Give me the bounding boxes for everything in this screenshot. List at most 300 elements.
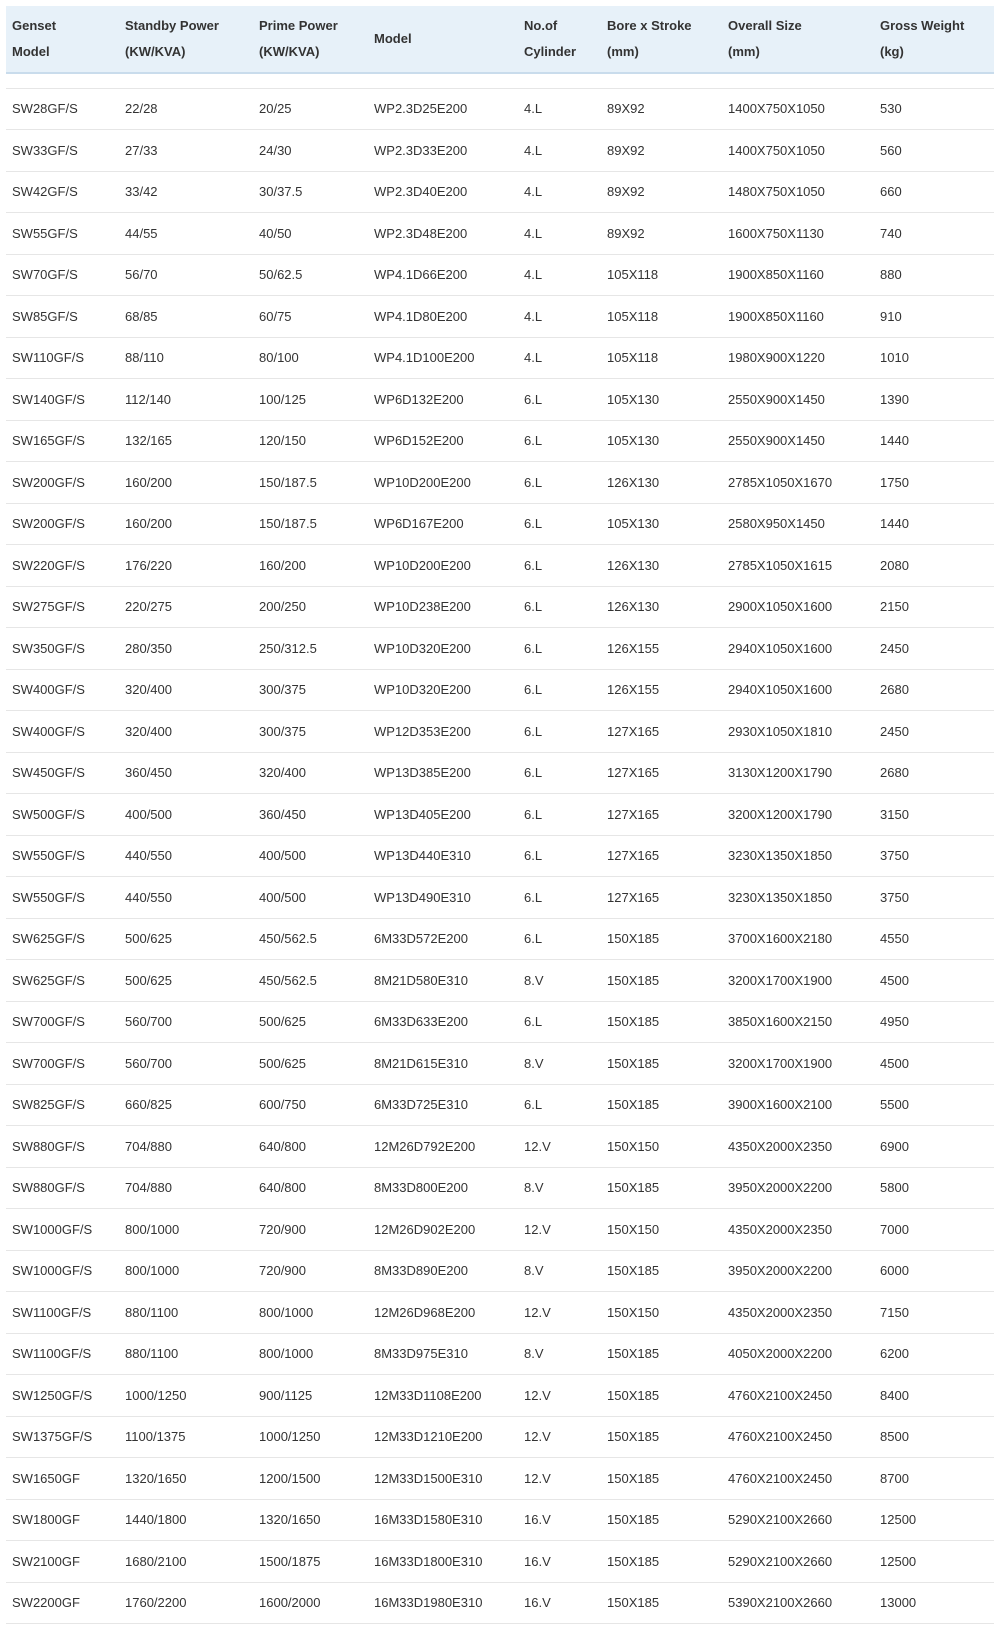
- cell-engine-model: WP4.1D80E200: [368, 296, 518, 338]
- table-row: [6, 545, 994, 587]
- cell-bore-stroke: 150X185: [601, 1541, 722, 1583]
- cell-genset-model: SW1100GF/S: [6, 1292, 119, 1334]
- cell-cylinder: 8.V: [518, 1167, 601, 1209]
- cell-genset-model: SW625GF/S: [6, 918, 119, 960]
- cell-engine-model: WP10D238E200: [368, 586, 518, 628]
- cell-prime-power: 150/187.5: [253, 503, 368, 545]
- cell-standby-power: 280/350: [119, 628, 253, 670]
- cell-engine-model: WP10D200E200: [368, 462, 518, 504]
- cell-gross-weight: 6900: [874, 1126, 994, 1168]
- cell-gross-weight: 880: [874, 254, 994, 296]
- cell-bore-stroke: 150X185: [601, 1458, 722, 1500]
- cell-prime-power: 640/800: [253, 1126, 368, 1168]
- cell-overall-size: 3130X1200X1790: [722, 752, 874, 794]
- cell-standby-power: 704/880: [119, 1126, 253, 1168]
- cell-engine-model: WP10D320E200: [368, 669, 518, 711]
- cell-genset-model: SW2100GF: [6, 1541, 119, 1583]
- cell-engine-model: WP13D440E310: [368, 835, 518, 877]
- cell-gross-weight: 3750: [874, 877, 994, 919]
- cell-prime-power: 900/1125: [253, 1375, 368, 1417]
- cell-cylinder: 16.V: [518, 1541, 601, 1583]
- cell-cylinder: 6.L: [518, 835, 601, 877]
- header-prime-power: [253, 6, 368, 73]
- cell-engine-model: 16M33D1580E310: [368, 1499, 518, 1541]
- cell-engine-model: WP4.1D66E200: [368, 254, 518, 296]
- cell-standby-power: 27/33: [119, 130, 253, 172]
- cell-cylinder: 6.L: [518, 503, 601, 545]
- header-row: [6, 6, 994, 73]
- cell-bore-stroke: 150X185: [601, 1375, 722, 1417]
- cell-cylinder: 6.L: [518, 545, 601, 587]
- cell-bore-stroke: 105X118: [601, 296, 722, 338]
- cell-bore-stroke: 150X185: [601, 960, 722, 1002]
- cell-overall-size: 3200X1700X1900: [722, 960, 874, 1002]
- cell-overall-size: 3230X1350X1850: [722, 877, 874, 919]
- table-row: [6, 1292, 994, 1334]
- table-row: [6, 1167, 994, 1209]
- header-gross-weight: [874, 6, 994, 73]
- cell-overall-size: 1400X750X1050: [722, 130, 874, 172]
- cell-genset-model: SW1650GF: [6, 1458, 119, 1500]
- cell-prime-power: 320/400: [253, 752, 368, 794]
- header-label: (mm): [728, 44, 760, 59]
- cell-genset-model: SW220GF/S: [6, 545, 119, 587]
- cell-standby-power: 800/1000: [119, 1209, 253, 1251]
- cell-prime-power: 500/625: [253, 1001, 368, 1043]
- cell-standby-power: 1760/2200: [119, 1582, 253, 1624]
- cell-prime-power: 1320/1650: [253, 1499, 368, 1541]
- cell-cylinder: 6.L: [518, 711, 601, 753]
- cell-genset-model: SW825GF/S: [6, 1084, 119, 1126]
- table-spacer-row: [6, 73, 994, 88]
- cell-genset-model: SW1000GF/S: [6, 1250, 119, 1292]
- cell-bore-stroke: 150X185: [601, 1250, 722, 1292]
- cell-prime-power: 60/75: [253, 296, 368, 338]
- cell-gross-weight: 3750: [874, 835, 994, 877]
- cell-engine-model: WP2.3D25E200: [368, 88, 518, 130]
- table-row: [6, 1126, 994, 1168]
- cell-bore-stroke: 105X118: [601, 254, 722, 296]
- cell-bore-stroke: 127X165: [601, 877, 722, 919]
- cell-gross-weight: 1390: [874, 379, 994, 421]
- table-row: [6, 1333, 994, 1375]
- cell-prime-power: 1000/1250: [253, 1416, 368, 1458]
- cell-genset-model: SW275GF/S: [6, 586, 119, 628]
- cell-gross-weight: 910: [874, 296, 994, 338]
- cell-prime-power: 30/37.5: [253, 171, 368, 213]
- cell-bore-stroke: 150X185: [601, 1582, 722, 1624]
- cell-gross-weight: 12500: [874, 1499, 994, 1541]
- cell-cylinder: 6.L: [518, 462, 601, 504]
- header-engine-model: [368, 6, 518, 73]
- cell-gross-weight: 4500: [874, 960, 994, 1002]
- cell-engine-model: 12M26D792E200: [368, 1126, 518, 1168]
- cell-overall-size: 4350X2000X2350: [722, 1292, 874, 1334]
- header-label: Cylinder: [524, 44, 577, 59]
- cell-genset-model: SW85GF/S: [6, 296, 119, 338]
- cell-prime-power: 1200/1500: [253, 1458, 368, 1500]
- cell-cylinder: 6.L: [518, 669, 601, 711]
- cell-prime-power: 600/750: [253, 1084, 368, 1126]
- table-header: [6, 6, 994, 73]
- cell-prime-power: 300/375: [253, 711, 368, 753]
- cell-standby-power: 360/450: [119, 752, 253, 794]
- cell-gross-weight: 2450: [874, 711, 994, 753]
- cell-cylinder: 4.L: [518, 130, 601, 172]
- cell-overall-size: 3230X1350X1850: [722, 835, 874, 877]
- cell-prime-power: 720/900: [253, 1250, 368, 1292]
- table-row: [6, 420, 994, 462]
- cell-prime-power: 250/312.5: [253, 628, 368, 670]
- cell-gross-weight: 13000: [874, 1582, 994, 1624]
- header-standby-power: [119, 6, 253, 73]
- cell-genset-model: SW400GF/S: [6, 711, 119, 753]
- cell-bore-stroke: 126X155: [601, 669, 722, 711]
- cell-genset-model: SW1100GF/S: [6, 1333, 119, 1375]
- cell-cylinder: 4.L: [518, 171, 601, 213]
- header-genset-model: [6, 6, 119, 73]
- cell-bore-stroke: 89X92: [601, 171, 722, 213]
- cell-gross-weight: 12500: [874, 1541, 994, 1583]
- table-row: [6, 1541, 994, 1583]
- cell-prime-power: 400/500: [253, 835, 368, 877]
- cell-genset-model: SW2200GF: [6, 1582, 119, 1624]
- cell-genset-model: SW700GF/S: [6, 1043, 119, 1085]
- cell-cylinder: 6.L: [518, 1084, 601, 1126]
- cell-standby-power: 1440/1800: [119, 1499, 253, 1541]
- cell-overall-size: 4760X2100X2450: [722, 1458, 874, 1500]
- cell-standby-power: 33/42: [119, 171, 253, 213]
- cell-engine-model: WP2.3D33E200: [368, 130, 518, 172]
- cell-overall-size: 3950X2000X2200: [722, 1250, 874, 1292]
- cell-genset-model: SW165GF/S: [6, 420, 119, 462]
- table-row: [6, 628, 994, 670]
- cell-engine-model: WP2.3D40E200: [368, 171, 518, 213]
- cell-bore-stroke: 105X130: [601, 379, 722, 421]
- cell-cylinder: 4.L: [518, 88, 601, 130]
- cell-standby-power: 800/1000: [119, 1250, 253, 1292]
- table-row: [6, 1250, 994, 1292]
- cell-overall-size: 1600X750X1130: [722, 213, 874, 255]
- table-row: [6, 1416, 994, 1458]
- cell-standby-power: 660/825: [119, 1084, 253, 1126]
- cell-engine-model: WP6D152E200: [368, 420, 518, 462]
- cell-overall-size: 1400X750X1050: [722, 88, 874, 130]
- cell-gross-weight: 4500: [874, 1043, 994, 1085]
- cell-prime-power: 40/50: [253, 213, 368, 255]
- cell-standby-power: 400/500: [119, 794, 253, 836]
- cell-overall-size: 3700X1600X2180: [722, 918, 874, 960]
- header-label: (KW/KVA): [125, 44, 186, 59]
- cell-bore-stroke: 105X130: [601, 420, 722, 462]
- table-row: [6, 88, 994, 130]
- cell-engine-model: 12M26D902E200: [368, 1209, 518, 1251]
- cell-standby-power: 112/140: [119, 379, 253, 421]
- cell-genset-model: SW33GF/S: [6, 130, 119, 172]
- cell-cylinder: 6.L: [518, 918, 601, 960]
- cell-genset-model: SW400GF/S: [6, 669, 119, 711]
- header-label: Prime Power: [259, 18, 338, 33]
- cell-cylinder: 6.L: [518, 877, 601, 919]
- cell-standby-power: 500/625: [119, 960, 253, 1002]
- table-row: [6, 586, 994, 628]
- cell-cylinder: 6.L: [518, 420, 601, 462]
- cell-gross-weight: 1010: [874, 337, 994, 379]
- cell-gross-weight: 8400: [874, 1375, 994, 1417]
- cell-overall-size: 2580X950X1450: [722, 503, 874, 545]
- header-label: Model: [374, 31, 412, 46]
- cell-engine-model: 6M33D633E200: [368, 1001, 518, 1043]
- table-row: [6, 1458, 994, 1500]
- cell-engine-model: 12M33D1108E200: [368, 1375, 518, 1417]
- cell-cylinder: 4.L: [518, 337, 601, 379]
- cell-cylinder: 8.V: [518, 1250, 601, 1292]
- cell-bore-stroke: 126X130: [601, 545, 722, 587]
- cell-standby-power: 22/28: [119, 88, 253, 130]
- cell-gross-weight: 8500: [874, 1416, 994, 1458]
- cell-overall-size: 5390X2100X2660: [722, 1582, 874, 1624]
- cell-engine-model: WP12D353E200: [368, 711, 518, 753]
- cell-prime-power: 720/900: [253, 1209, 368, 1251]
- table-row: [6, 1043, 994, 1085]
- cell-bore-stroke: 89X92: [601, 130, 722, 172]
- table-row: [6, 130, 994, 172]
- cell-gross-weight: 2680: [874, 669, 994, 711]
- cell-bore-stroke: 150X150: [601, 1126, 722, 1168]
- cell-engine-model: WP6D132E200: [368, 379, 518, 421]
- cell-standby-power: 560/700: [119, 1043, 253, 1085]
- cell-bore-stroke: 126X155: [601, 628, 722, 670]
- cell-bore-stroke: 127X165: [601, 794, 722, 836]
- spacer-cell: [6, 73, 994, 88]
- cell-cylinder: 6.L: [518, 586, 601, 628]
- cell-standby-power: 1100/1375: [119, 1416, 253, 1458]
- cell-genset-model: SW880GF/S: [6, 1167, 119, 1209]
- cell-overall-size: 2940X1050X1600: [722, 669, 874, 711]
- cell-overall-size: 4350X2000X2350: [722, 1126, 874, 1168]
- cell-gross-weight: 2080: [874, 545, 994, 587]
- cell-standby-power: 88/110: [119, 337, 253, 379]
- cell-overall-size: 3900X1600X2100: [722, 1084, 874, 1126]
- cell-bore-stroke: 126X130: [601, 462, 722, 504]
- table-row: [6, 752, 994, 794]
- cell-genset-model: SW1800GF: [6, 1499, 119, 1541]
- cell-gross-weight: 530: [874, 88, 994, 130]
- cell-standby-power: 1320/1650: [119, 1458, 253, 1500]
- cell-engine-model: 8M21D615E310: [368, 1043, 518, 1085]
- cell-standby-power: 440/550: [119, 877, 253, 919]
- cell-overall-size: 4760X2100X2450: [722, 1375, 874, 1417]
- cell-bore-stroke: 89X92: [601, 88, 722, 130]
- table-row: [6, 1209, 994, 1251]
- cell-cylinder: 8.V: [518, 1333, 601, 1375]
- cell-standby-power: 56/70: [119, 254, 253, 296]
- cell-prime-power: 800/1000: [253, 1333, 368, 1375]
- table-row: [6, 711, 994, 753]
- cell-gross-weight: 560: [874, 130, 994, 172]
- cell-cylinder: 12.V: [518, 1209, 601, 1251]
- cell-engine-model: WP10D200E200: [368, 545, 518, 587]
- table-body: [6, 73, 994, 1624]
- cell-cylinder: 12.V: [518, 1416, 601, 1458]
- cell-prime-power: 450/562.5: [253, 960, 368, 1002]
- cell-engine-model: WP2.3D48E200: [368, 213, 518, 255]
- cell-prime-power: 200/250: [253, 586, 368, 628]
- cell-standby-power: 160/200: [119, 462, 253, 504]
- cell-genset-model: SW140GF/S: [6, 379, 119, 421]
- cell-bore-stroke: 126X130: [601, 586, 722, 628]
- cell-genset-model: SW880GF/S: [6, 1126, 119, 1168]
- cell-prime-power: 20/25: [253, 88, 368, 130]
- header-label: Overall Size: [728, 18, 802, 33]
- cell-overall-size: 1900X850X1160: [722, 296, 874, 338]
- cell-overall-size: 3950X2000X2200: [722, 1167, 874, 1209]
- cell-prime-power: 800/1000: [253, 1292, 368, 1334]
- cell-standby-power: 176/220: [119, 545, 253, 587]
- table-row: [6, 669, 994, 711]
- cell-bore-stroke: 150X185: [601, 1001, 722, 1043]
- cell-overall-size: 4760X2100X2450: [722, 1416, 874, 1458]
- cell-genset-model: SW550GF/S: [6, 877, 119, 919]
- cell-prime-power: 120/150: [253, 420, 368, 462]
- cell-engine-model: WP13D385E200: [368, 752, 518, 794]
- cell-prime-power: 1600/2000: [253, 1582, 368, 1624]
- cell-engine-model: 16M33D1800E310: [368, 1541, 518, 1583]
- cell-gross-weight: 740: [874, 213, 994, 255]
- cell-genset-model: SW110GF/S: [6, 337, 119, 379]
- cell-overall-size: 2940X1050X1600: [722, 628, 874, 670]
- table-row: [6, 296, 994, 338]
- header-label: Model: [12, 44, 50, 59]
- cell-standby-power: 880/1100: [119, 1333, 253, 1375]
- cell-overall-size: 5290X2100X2660: [722, 1499, 874, 1541]
- cell-bore-stroke: 150X185: [601, 1416, 722, 1458]
- cell-gross-weight: 1440: [874, 420, 994, 462]
- cell-standby-power: 440/550: [119, 835, 253, 877]
- cell-cylinder: 6.L: [518, 794, 601, 836]
- cell-engine-model: WP4.1D100E200: [368, 337, 518, 379]
- cell-engine-model: 8M33D890E200: [368, 1250, 518, 1292]
- cell-bore-stroke: 105X118: [601, 337, 722, 379]
- cell-prime-power: 100/125: [253, 379, 368, 421]
- cell-standby-power: 160/200: [119, 503, 253, 545]
- cell-genset-model: SW55GF/S: [6, 213, 119, 255]
- genset-spec-table-container: [6, 6, 994, 1624]
- cell-genset-model: SW42GF/S: [6, 171, 119, 213]
- cell-cylinder: 4.L: [518, 213, 601, 255]
- header-overall-size: [722, 6, 874, 73]
- cell-overall-size: 3850X1600X2150: [722, 1001, 874, 1043]
- cell-overall-size: 3200X1200X1790: [722, 794, 874, 836]
- cell-bore-stroke: 150X150: [601, 1292, 722, 1334]
- cell-cylinder: 12.V: [518, 1126, 601, 1168]
- cell-overall-size: 2550X900X1450: [722, 379, 874, 421]
- table-row: [6, 1001, 994, 1043]
- header-label: (KW/KVA): [259, 44, 320, 59]
- table-row: [6, 918, 994, 960]
- cell-standby-power: 560/700: [119, 1001, 253, 1043]
- cell-overall-size: 2550X900X1450: [722, 420, 874, 462]
- cell-bore-stroke: 150X185: [601, 1333, 722, 1375]
- cell-engine-model: 12M33D1500E310: [368, 1458, 518, 1500]
- cell-genset-model: SW200GF/S: [6, 462, 119, 504]
- cell-prime-power: 300/375: [253, 669, 368, 711]
- cell-cylinder: 12.V: [518, 1292, 601, 1334]
- cell-gross-weight: 4950: [874, 1001, 994, 1043]
- cell-cylinder: 8.V: [518, 960, 601, 1002]
- cell-overall-size: 2785X1050X1670: [722, 462, 874, 504]
- cell-bore-stroke: 105X130: [601, 503, 722, 545]
- cell-prime-power: 50/62.5: [253, 254, 368, 296]
- cell-cylinder: 6.L: [518, 752, 601, 794]
- table-row: [6, 213, 994, 255]
- cell-bore-stroke: 150X185: [601, 1043, 722, 1085]
- cell-engine-model: 12M26D968E200: [368, 1292, 518, 1334]
- cell-bore-stroke: 150X185: [601, 1499, 722, 1541]
- cell-bore-stroke: 150X150: [601, 1209, 722, 1251]
- cell-engine-model: 6M33D725E310: [368, 1084, 518, 1126]
- cell-overall-size: 1980X900X1220: [722, 337, 874, 379]
- header-label: (mm): [607, 44, 639, 59]
- cell-genset-model: SW625GF/S: [6, 960, 119, 1002]
- cell-gross-weight: 7000: [874, 1209, 994, 1251]
- cell-gross-weight: 4550: [874, 918, 994, 960]
- table-row: [6, 1375, 994, 1417]
- cell-prime-power: 360/450: [253, 794, 368, 836]
- cell-prime-power: 1500/1875: [253, 1541, 368, 1583]
- cell-standby-power: 220/275: [119, 586, 253, 628]
- cell-bore-stroke: 150X185: [601, 1084, 722, 1126]
- cell-gross-weight: 3150: [874, 794, 994, 836]
- cell-genset-model: SW1375GF/S: [6, 1416, 119, 1458]
- cell-bore-stroke: 127X165: [601, 711, 722, 753]
- cell-genset-model: SW200GF/S: [6, 503, 119, 545]
- header-label: (kg): [880, 44, 904, 59]
- cell-overall-size: 2930X1050X1810: [722, 711, 874, 753]
- cell-gross-weight: 6200: [874, 1333, 994, 1375]
- header-label: Genset: [12, 18, 57, 33]
- cell-overall-size: 3200X1700X1900: [722, 1043, 874, 1085]
- cell-standby-power: 44/55: [119, 213, 253, 255]
- cell-gross-weight: 5500: [874, 1084, 994, 1126]
- cell-genset-model: SW350GF/S: [6, 628, 119, 670]
- cell-gross-weight: 8700: [874, 1458, 994, 1500]
- header-cylinder: [518, 6, 601, 73]
- cell-engine-model: 8M21D580E310: [368, 960, 518, 1002]
- header-label: No.of: [524, 18, 558, 33]
- cell-genset-model: SW700GF/S: [6, 1001, 119, 1043]
- cell-gross-weight: 2680: [874, 752, 994, 794]
- header-label: Standby Power: [125, 18, 219, 33]
- cell-bore-stroke: 150X185: [601, 1167, 722, 1209]
- cell-cylinder: 16.V: [518, 1582, 601, 1624]
- cell-bore-stroke: 127X165: [601, 752, 722, 794]
- table-row: [6, 877, 994, 919]
- cell-genset-model: SW1000GF/S: [6, 1209, 119, 1251]
- cell-standby-power: 704/880: [119, 1167, 253, 1209]
- cell-cylinder: 8.V: [518, 1043, 601, 1085]
- header-label: Bore x Stroke: [607, 18, 692, 33]
- cell-bore-stroke: 89X92: [601, 213, 722, 255]
- cell-engine-model: 12M33D1210E200: [368, 1416, 518, 1458]
- cell-engine-model: 8M33D800E200: [368, 1167, 518, 1209]
- cell-gross-weight: 1440: [874, 503, 994, 545]
- cell-engine-model: WP10D320E200: [368, 628, 518, 670]
- table-row: [6, 379, 994, 421]
- cell-overall-size: 2900X1050X1600: [722, 586, 874, 628]
- cell-genset-model: SW500GF/S: [6, 794, 119, 836]
- cell-gross-weight: 5800: [874, 1167, 994, 1209]
